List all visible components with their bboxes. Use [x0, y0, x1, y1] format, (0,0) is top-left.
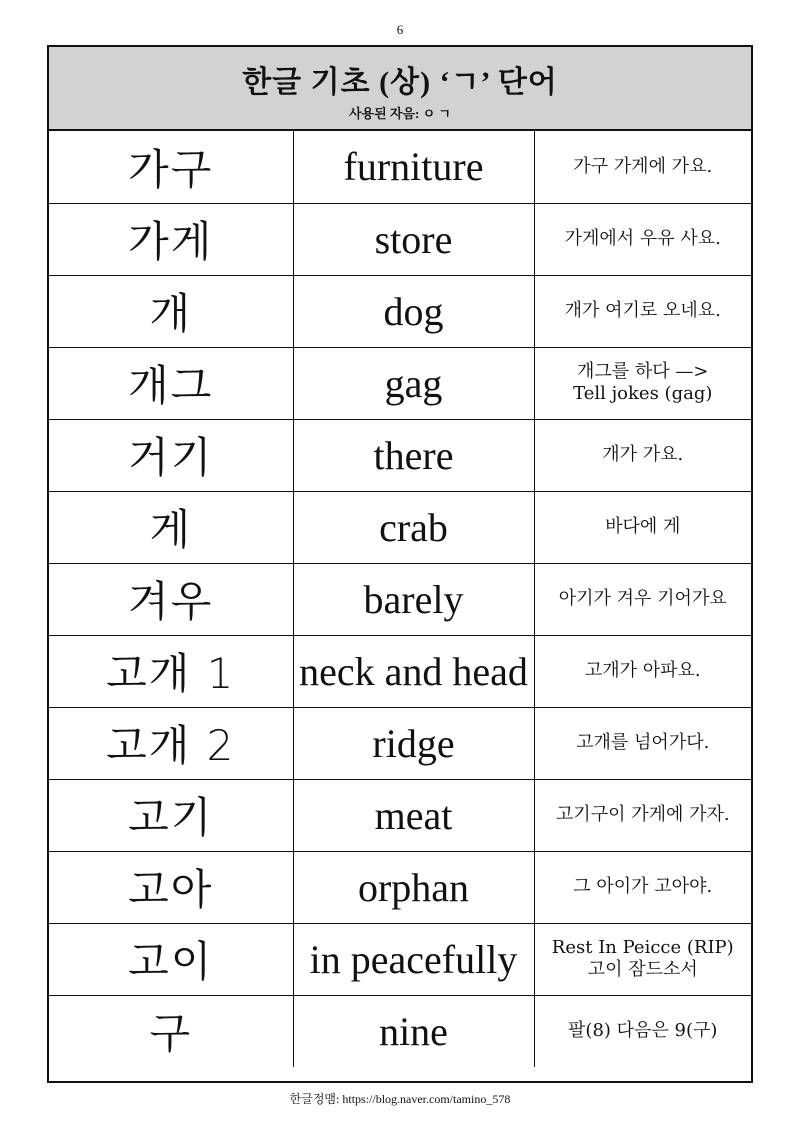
- example-sentence: [534, 923, 751, 995]
- example-line: 개가 가요.: [602, 443, 684, 465]
- table-row: [49, 275, 751, 347]
- english-meaning: nine: [293, 995, 534, 1067]
- example-sentence: [534, 563, 751, 635]
- example-line: 팔(8) 다음은 9(구): [568, 1020, 718, 1041]
- example-sentence: [534, 995, 751, 1067]
- english-meaning: in peacefully: [293, 923, 534, 995]
- english-meaning: there: [293, 419, 534, 491]
- korean-word: 구: [49, 995, 293, 1067]
- example-sentence: [534, 131, 751, 203]
- english-meaning: store: [293, 203, 534, 275]
- example-sentence: [534, 491, 751, 563]
- example-sentence: [534, 707, 751, 779]
- example-line-2: Tell jokes (gag): [573, 383, 713, 404]
- table-row: [49, 203, 751, 275]
- sheet-title: 한글 기초 (상) ‘ㄱ’ 단어: [242, 66, 558, 99]
- table-row: [49, 923, 751, 995]
- korean-word: 고기: [49, 779, 293, 851]
- sheet-header: [49, 47, 751, 131]
- vocabulary-sheet: [47, 45, 753, 1083]
- example-sentence: [534, 203, 751, 275]
- english-meaning: dog: [293, 275, 534, 347]
- page-number: 6: [396, 22, 404, 37]
- korean-word: 고개 2: [49, 707, 293, 779]
- example-line: 고개를 넘어가다.: [576, 731, 710, 753]
- korean-word: 고개 1: [49, 635, 293, 707]
- korean-word: 게: [49, 491, 293, 563]
- english-meaning: neck and head: [293, 635, 534, 707]
- vocabulary-table: [49, 131, 751, 1067]
- example-line: 개가 여기로 오네요.: [564, 299, 721, 321]
- korean-word: 고아: [49, 851, 293, 923]
- english-meaning: furniture: [293, 131, 534, 203]
- korean-word: 가게: [49, 203, 293, 275]
- english-meaning: barely: [293, 563, 534, 635]
- example-line: 바다에 게: [605, 515, 681, 537]
- english-meaning: gag: [293, 347, 534, 419]
- table-row: [49, 491, 751, 563]
- example-line: Rest In Peicce (RIP): [551, 936, 734, 958]
- sheet-subtitle: 사용된 자음: ㅇ ㄱ: [349, 106, 451, 121]
- korean-word: 겨우: [49, 563, 293, 635]
- english-meaning: crab: [293, 491, 534, 563]
- example-line: 개그를 하다 —>: [577, 360, 709, 382]
- example-line: 고개가 아파요.: [584, 659, 701, 681]
- example-line: 아기가 겨우 기어가요: [558, 587, 727, 609]
- english-meaning: meat: [293, 779, 534, 851]
- example-line: 가구 가게에 가요.: [573, 155, 713, 177]
- example-sentence: [534, 347, 751, 419]
- table-row: [49, 419, 751, 491]
- example-sentence: [534, 851, 751, 923]
- english-meaning: ridge: [293, 707, 534, 779]
- korean-word: 고이: [49, 923, 293, 995]
- example-sentence: [534, 635, 751, 707]
- korean-word: 거기: [49, 419, 293, 491]
- table-row: [49, 707, 751, 779]
- example-line-2: 고이 잠드소서: [587, 959, 698, 980]
- footer-credit: 한글정맴: https://blog.naver.com/tamino_578: [289, 1092, 511, 1106]
- table-row: [49, 635, 751, 707]
- example-sentence: [534, 275, 751, 347]
- example-line: 가게에서 우유 사요.: [564, 227, 721, 249]
- korean-word: 개그: [49, 347, 293, 419]
- table-row: [49, 131, 751, 203]
- example-line: 고기구이 가게에 가자.: [555, 803, 730, 825]
- table-row: [49, 995, 751, 1067]
- korean-word: 개: [49, 275, 293, 347]
- table-row: [49, 851, 751, 923]
- table-row: [49, 779, 751, 851]
- table-row: [49, 563, 751, 635]
- example-sentence: [534, 419, 751, 491]
- english-meaning: orphan: [293, 851, 534, 923]
- example-sentence: [534, 779, 751, 851]
- example-line: 그 아이가 고아야.: [573, 875, 713, 897]
- table-row: [49, 347, 751, 419]
- korean-word: 가구: [49, 131, 293, 203]
